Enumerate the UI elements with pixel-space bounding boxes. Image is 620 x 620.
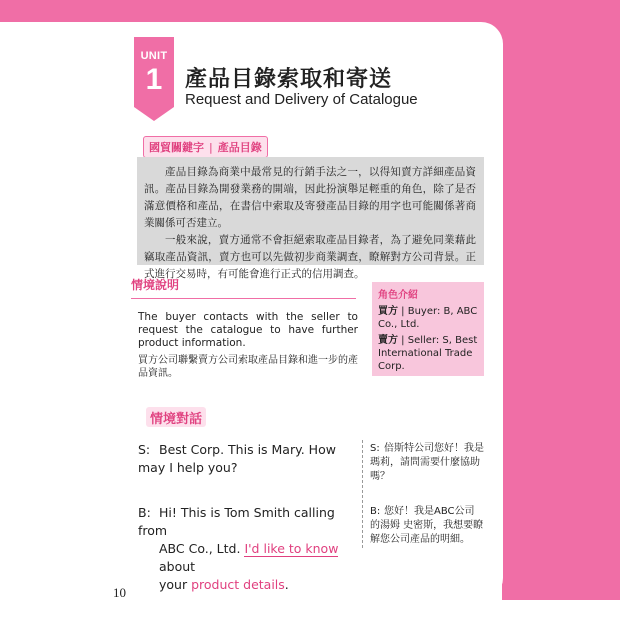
role-buyer: 買方 | Buyer: B, ABC Co., Ltd. (378, 306, 478, 330)
page-title: 產品目錄索取和寄送 (185, 67, 393, 92)
role-buyer-text: Buyer: B, ABC Co., Ltd. (378, 306, 478, 330)
intro-box (137, 157, 484, 280)
seller-translation (370, 442, 484, 484)
buyer-translation-text: 您好！我是ABC公司的湯姆 史密斯，我想要瞭解您公司產品的明細。 (370, 506, 484, 545)
buyer-line-2a: ABC Co., Ltd. (159, 541, 245, 556)
intro-paragraph-2: 一般來說，賣方通常不會拒絕索取產品目錄者，為了避免同業藉此竊取產品資訊，賣方也可以先做初步商業調查，瞭解對方公司背景。正式進行交易時，有可能會進行正式的信用調查。 (144, 234, 476, 280)
phrase-highlight-details: product details (191, 577, 285, 592)
scenario-chinese: 買方公司聯繫賣方公司索取產品目錄和進一步的產品資訊。 (138, 355, 358, 379)
dialogue-column-divider (362, 440, 363, 548)
roles-title: 角色介紹 (378, 290, 418, 301)
page-number: 10 (113, 585, 126, 600)
dialogue-heading: 情境對話 (146, 407, 206, 427)
speaker-b-zh: B: (370, 506, 381, 517)
page-subtitle: Request and Delivery of Catalogue (185, 91, 418, 108)
speaker-b: B: (138, 505, 151, 520)
side-band (502, 0, 620, 600)
dialogue-line-seller (138, 441, 358, 477)
unit-badge (134, 37, 174, 121)
unit-label: UNIT (140, 50, 168, 62)
phrase-highlight-know: I'd like to know (244, 541, 339, 556)
buyer-line-3a: your (159, 577, 192, 592)
roles-box (372, 282, 484, 376)
scenario-english: The buyer contacts with the seller to request the catalogue to have further product information. (138, 311, 358, 349)
speaker-s-zh: S: (370, 443, 380, 454)
keyword-tab-term: 產品目錄 (217, 141, 262, 154)
role-buyer-label: 買方 (378, 306, 398, 317)
buyer-line-2 (138, 540, 360, 576)
scenario-header (131, 276, 370, 293)
role-seller-label: 賣方 (378, 335, 398, 346)
seller-translation-text: 倍斯特公司您好！我是瑪莉，請問需要什麼協助嗎？ (370, 443, 484, 482)
buyer-line-2b: about (159, 559, 196, 574)
role-seller: 賣方 | Seller: S, Best International Trade Corp. (378, 335, 478, 372)
buyer-line-3b: . (284, 577, 289, 592)
intro-paragraph-1: 產品目錄為商業中最常見的行銷手法之一，以得知賣方詳細產品資訊。產品目錄為開發業務的開端，因此扮演舉足輕重的角色，除了是否滿意價格和產品，在書信中索取及寄發產品目錄的用字也可能關係著商業關係可否建立。 (144, 166, 476, 229)
buyer-translation (370, 505, 484, 547)
buyer-line-1: Hi! This is Tom Smith calling from (138, 505, 335, 538)
scenario-divider (131, 298, 356, 299)
dialogue-line-buyer (138, 504, 360, 594)
keyword-separator: | (209, 140, 213, 154)
keyword-tab-title: 國貿關鍵字 (149, 141, 204, 154)
speaker-s: S: (138, 442, 151, 457)
role-seller-text: Seller: S, Best International Trade Corp. (378, 335, 478, 372)
buyer-line-3 (138, 576, 360, 594)
keyword-tab (143, 136, 268, 158)
seller-line-text: Best Corp. This is Mary. How may I help you? (138, 442, 336, 475)
scenario-heading: 情境說明 (131, 278, 180, 292)
unit-number: 1 (145, 63, 163, 96)
